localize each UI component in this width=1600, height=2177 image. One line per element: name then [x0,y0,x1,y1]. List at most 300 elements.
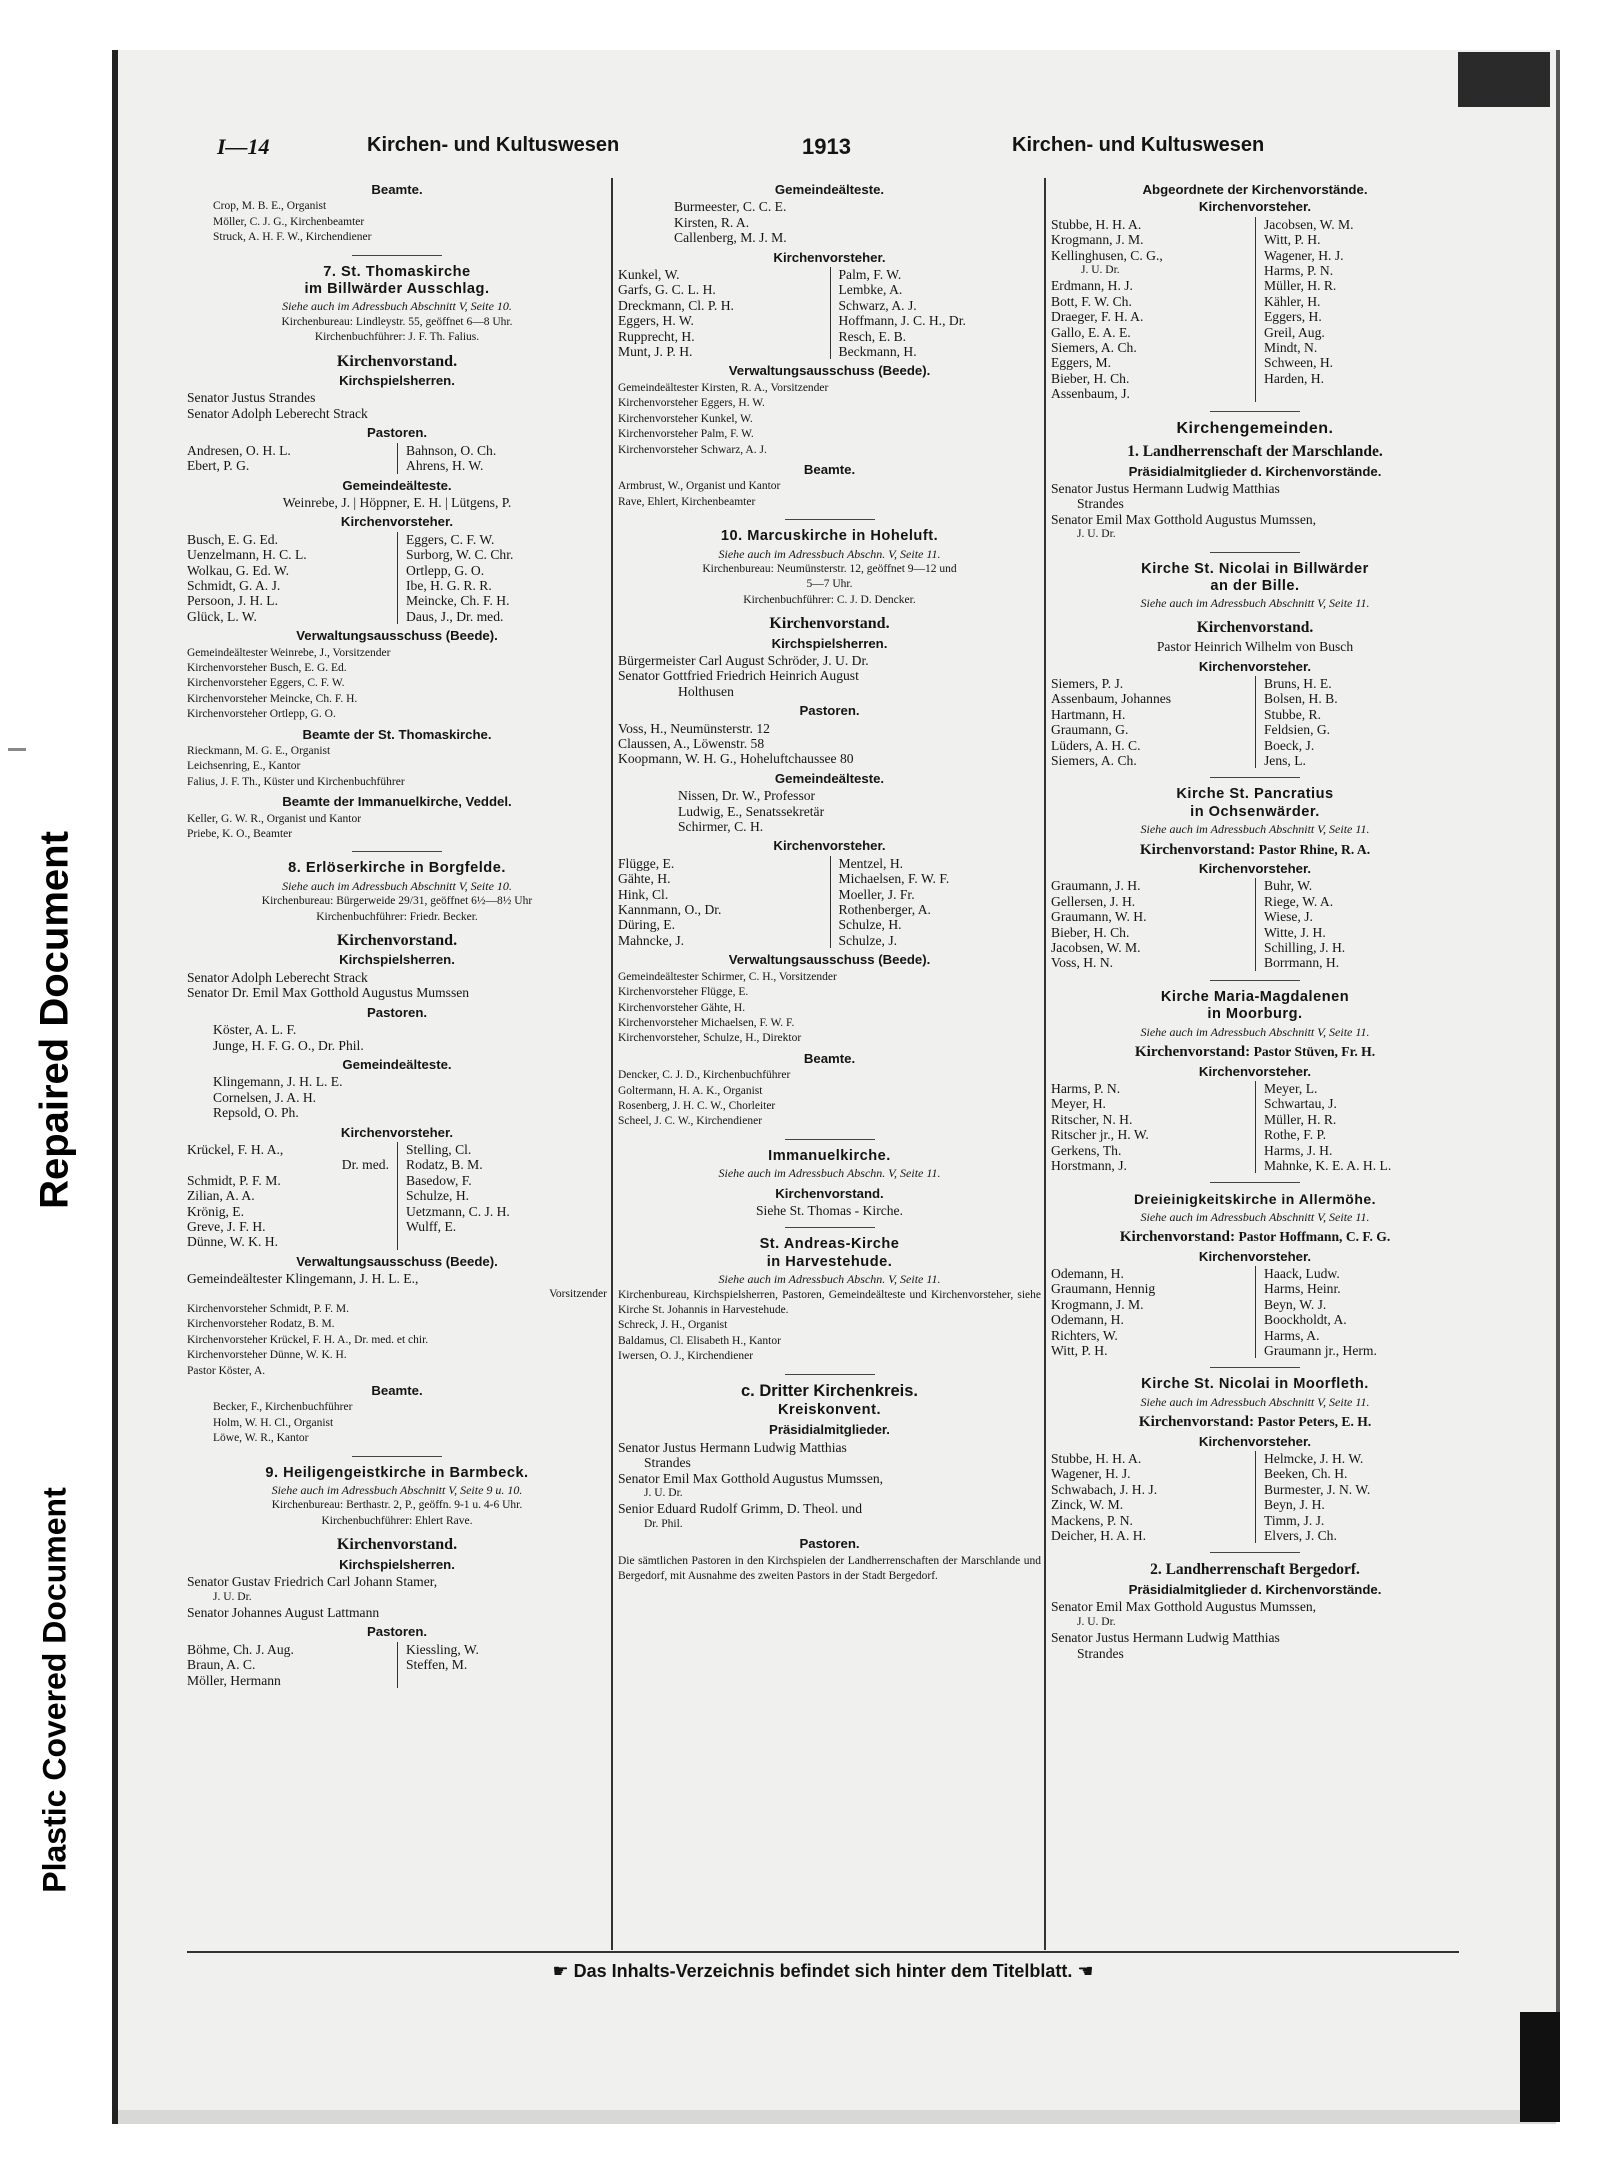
list-item: Senator Justus Hermann Ludwig Matthias [1051,1630,1280,1646]
list-item: Harms, Heinr. [1255,1281,1459,1296]
list-item: Graumann, W. H. [1051,909,1147,925]
list-item: Richters, W. [1051,1327,1118,1343]
list-item: Bieber, H. Ch. [1051,370,1130,386]
kirchenvorsteher-heading: Kirchenvorsteher. [773,249,886,265]
list-item: Harden, H. [1255,371,1459,386]
column-rule-1 [611,178,613,1950]
pastoren-heading: Pastoren. [366,1004,428,1020]
pastor-name: Pastor Peters, E. H. [1257,1414,1372,1430]
section-title: 8. Erlöserkirche in Borgfelde. [288,860,506,877]
list-item: Vorsitzender [549,1287,607,1300]
list-item: Rothenberger, A. [830,902,1042,917]
name-grid [1051,1451,1459,1543]
kirchenvorstand-heading: Kirchenvorstand. [336,932,458,950]
name-grid [1051,878,1459,970]
kirchenvorstand-label: Kirchenvorstand: [1134,1043,1251,1061]
list-item: Ibe, H. G. R. R. [397,578,607,593]
verwaltungsausschuss-heading: Verwaltungsausschuss (Beede). [728,363,931,379]
divider [785,1374,875,1375]
gemeindeaelteste-heading: Gemeindeälteste. [774,770,885,786]
kirchenvorsteher-heading: Kirchenvorsteher. [1198,1433,1312,1449]
list-item: Möller, C. J. G., Kirchenbeamter [213,215,365,228]
list-item: Koopmann, W. H. G., Hoheluftchaussee 80 [618,751,854,767]
list-item: Kannmann, O., Dr. [618,902,722,918]
list-item: Mackens, P. N. [1051,1512,1133,1528]
list-item: Gemeindeältester Weinrebe, J., Vorsitzender [187,646,391,659]
list-item: Wagener, H. J. [1255,248,1459,263]
list-item: Repsold, O. Ph. [213,1105,299,1121]
list-item: Stubbe, R. [1255,707,1459,722]
list-item: Haack, Ludw. [1255,1266,1459,1281]
section-title: in Moorburg. [1207,1006,1303,1023]
list-item: Gemeindeältester Klingemann, J. H. L. E., [187,1271,419,1287]
list-item: Lüders, A. H. C. [1051,737,1141,753]
bottom-rule [187,1951,1459,1953]
footer-note: ☛ Das Inhalts-Verzeichnis befindet sich hinter dem Titelblatt. ☚ [552,1961,1094,1981]
side-labels [0,0,110,2177]
list-item: Schirmer, C. H. [678,819,764,835]
list-item: Boeck, J. [1255,738,1459,753]
sheet-bottom-edge [112,2110,1556,2124]
list-item: Bolsen, H. B. [1255,691,1459,706]
pastoren-heading: Pastoren. [366,1624,428,1640]
gemeindeaelteste-heading: Gemeindeälteste. [774,182,885,197]
divider [352,255,442,256]
list-item: J. U. Dr. [1077,528,1116,541]
list-item: Schulze, H. [830,917,1042,932]
list-item: Voss, H., Neumünsterstr. 12 [618,720,770,736]
kirchenvorstand-label: Kirchenvorstand: [1119,1228,1236,1246]
beamte-heading: Beamte. [371,182,423,197]
section-title: in Harvestehude. [766,1253,893,1270]
list-item: Priebe, K. O., Beamter [187,828,293,841]
list-item: Rieckmann, M. G. E., Organist [187,745,331,757]
bureau-info: Kirchenbureau: Bürgerweide 29/31, geöffnet 6½—8½ Uhr [261,895,533,908]
list-item: Jens, L. [1255,753,1459,768]
divider [1210,411,1300,412]
list-item: Bürgermeister Carl August Schröder, J. U. Dr. [618,652,869,668]
list-item: J. U. Dr. [644,1487,683,1500]
list-item: Graumann, J. H. [1051,878,1141,894]
list-item: Assenbaum, Johannes [1051,691,1172,707]
list-item: Resch, E. B. [830,329,1042,344]
list-item: Eggers, C. F. W. [397,532,607,547]
verwaltungsausschuss-heading: Verwaltungsausschuss (Beede). [296,628,498,644]
divider [1210,1552,1300,1553]
divider [1210,1182,1300,1183]
name-grid [1051,676,1459,768]
section-title: im Billwärder Ausschlag. [304,281,490,298]
list-item: Siemers, P. J. [1051,675,1124,691]
list-item: Jacobsen, W. M. [1255,217,1459,232]
list-item: Senator Johannes August Lattmann [187,1604,380,1620]
list-item: Zilian, A. A. [187,1188,255,1204]
section-title: Kirche St. Nicolai in Moorfleth. [1141,1376,1369,1393]
kirchenvorstand-heading: Kirchenvorstand. [336,1536,458,1554]
list-item: Kirchenvorsteher Schwarz, A. J. [618,443,767,456]
running-head-right: Kirchen- und Kultuswesen [1012,134,1265,156]
divider [352,851,442,852]
list-item: Senator Adolph Leberecht Strack [187,405,368,421]
list-item: Gallo, E. A. E. [1051,324,1131,340]
kirchenvorsteher-heading: Kirchenvorsteher. [340,1124,454,1140]
list-item: Müller, H. R. [1255,278,1459,293]
side-dash-mark [8,748,26,751]
bureau-info: Kirchenbureau: Berthastr. 2, P., geöffn. 9-1 u. 4-6 Uhr. [271,1499,523,1512]
list-item: Strandes [644,1455,691,1471]
list-item: Dünne, W. K. H. [187,1234,279,1250]
list-item: Boockholdt, A. [1255,1312,1459,1327]
list-item: Odemann, H. [1051,1265,1124,1281]
reference-note: Siehe auch im Adressbuch Abschnitt V, Seite 11. [1140,596,1370,611]
list-item: Kirchenvorsteher Michaelsen, F. W. F. [618,1016,795,1029]
kirchenvorsteher-heading: Kirchenvorsteher. [340,514,454,530]
kirchenvorstand-heading: Kirchenvorstand. [1196,618,1314,636]
list-item: Krogmann, J. M. [1051,1296,1144,1312]
cross-reference: Siehe St. Thomas - Kirche. [756,1202,903,1218]
list-item: Graumann, G. [1051,722,1129,738]
beamte-list [187,199,607,245]
list-item: Strandes [1077,496,1124,512]
verwaltungsausschuss-heading: Verwaltungsausschuss (Beede). [296,1253,498,1269]
kirchenvorstand-heading: Kirchenvorstand. [775,1185,884,1201]
list-item: Michaelsen, F. W. F. [830,871,1042,886]
list-item: Buhr, W. [1255,878,1459,893]
list-item: Persoon, J. H. L. [187,593,279,609]
section-title: Kirche Maria-Magdalenen [1160,988,1350,1005]
list-item: Rupprecht, H. [618,328,695,344]
list-item: Stubbe, H. H. A. [1051,1451,1142,1467]
list-item: Senator Dr. Emil Max Gotthold Augustus Mumssen [187,985,470,1001]
list-item: Voss, H. N. [1051,955,1114,971]
list-item: Mahnke, K. E. A. H. L. [1255,1158,1459,1173]
section-title: 9. Heiligengeistkirche in Barmbeck. [265,1464,529,1481]
list-item: Meincke, Ch. F. H. [397,593,607,608]
bureau-info: Kirchenbureau: Neumünsterstr. 12, geöffnet 9—12 und [702,562,957,575]
list-item: Löwe, W. R., Kantor [213,1432,309,1445]
list-item: Hartmann, H. [1051,706,1126,722]
list-item: Graumann, Hennig [1051,1281,1156,1297]
list-item: Kirchenvorsteher Eggers, C. F. W. [187,677,345,690]
list-item: Kirchenvorsteher Palm, F. W. [618,428,754,441]
list-item: Krönig, E. [187,1203,245,1219]
list-item [397,1673,607,1688]
document-page [187,128,1459,1998]
section-title: Immanuelkirche. [768,1147,891,1164]
list-item: Meyer, L. [1255,1081,1459,1096]
name-grid [1051,1081,1459,1173]
divider [1210,552,1300,553]
kirchenvorsteher-heading: Kirchenvorsteher. [773,838,886,854]
plastic-covered-document-label: Plastic Covered Document [36,1487,73,1893]
reference-note: Siehe auch im Adressbuch Abschnitt V, Seite 11. [1140,1394,1370,1409]
list-item: Helmcke, J. H. W. [1255,1451,1459,1466]
column-2 [618,178,1041,1948]
beamte-immanuelkirche-heading: Beamte der Immanuelkirche, Veddel. [282,794,512,810]
list-item: Garfs, G. C. L. H. [618,282,716,298]
list-item: Greil, Aug. [1255,325,1459,340]
list-item: Kirchenvorsteher Schmidt, P. F. M. [187,1303,349,1315]
kirchenvorsteher-heading: Kirchenvorsteher. [1198,199,1312,215]
list-item: Daus, J., Dr. med. [397,609,607,624]
list-item: Cornelsen, J. A. H. [213,1089,317,1105]
list-item: Rodatz, B. M. [397,1157,607,1172]
name-grid [618,267,1041,359]
list-item: Siemers, A. Ch. [1051,753,1137,768]
list-item: Gerkens, Th. [1051,1142,1122,1158]
kirchspielsherren-heading: Kirchspielsherren. [339,373,455,389]
list-item: Krückel, F. H. A., [187,1141,284,1157]
list-item: J. U. Dr. [213,1590,252,1603]
section-title: Kirche St. Nicolai in Billwärder [1141,560,1369,577]
list-item: Rave, Ehlert, Kirchenbeamter [618,495,756,508]
list-item: Meyer, H. [1051,1096,1106,1112]
list-item: Kirchenvorsteher Busch, E. G. Ed. [187,661,347,674]
page-edge-tab [1458,52,1550,107]
list-item: Borrmann, H. [1255,955,1459,970]
list-item: Strandes [1077,1645,1124,1661]
paragraph: Die sämtlichen Pastoren in den Kirchspielen der Landherrenschaften der Marschlande und Bergedorf, mit Ausnahme des zweiten Pastors in der Stadt Bergedorf. [618,1554,1041,1583]
list-item: Holm, W. H. Cl., Organist [213,1416,334,1429]
list-item: Senator Emil Max Gotthold Augustus Mumssen, [1051,1599,1317,1615]
reference-note: Siehe auch im Adressbuch Abschn. V, Seite 11. [718,1272,941,1287]
list-item: Kirchenvorsteher Kunkel, W. [618,412,753,425]
page-number: I—14 [217,134,270,159]
list-item: Scheel, J. C. W., Kirchendiener [618,1115,763,1128]
list-item: Steffen, M. [397,1657,607,1672]
buchfuehrer-info: Kirchenbuchführer: J. F. Th. Falius. [314,331,480,344]
list-item: Becker, F., Kirchenbuchführer [213,1401,353,1414]
list-item: Goltermann, H. A. K., Organist [618,1084,763,1097]
list-item: Kähler, H. [1255,294,1459,309]
pastor-name: Pastor Hoffmann, C. F. G. [1238,1229,1391,1245]
list-item: Klingemann, J. H. L. E. [213,1074,343,1090]
list-item: Kirchenvorsteher Meincke, Ch. F. H. [187,692,358,705]
kirchenvorstand-label: Kirchenvorstand: [1139,840,1256,858]
repaired-document-label: Repaired Document [32,831,77,1209]
divider [1210,777,1300,778]
list-item: Ritscher, N. H. [1051,1111,1133,1127]
verwaltungsausschuss-heading: Verwaltungsausschuss (Beede). [728,952,931,968]
reference-note: Siehe auch im Adressbuch Abschn. V, Seite 11. [718,1166,941,1181]
list-item: Dr. Phil. [644,1517,683,1530]
list-item: Odemann, H. [1051,1312,1124,1328]
list-item: Senator Justus Hermann Ludwig Matthias [618,1439,847,1455]
kirchspielsherren-heading: Kirchspielsherren. [339,1556,455,1572]
list-item: Nissen, Dr. W., Professor [678,788,816,804]
divider [1210,980,1300,981]
praesidialmitglieder-heading: Präsidialmitglieder. [769,1422,890,1438]
kirchenvorsteher-heading: Kirchenvorsteher. [1198,1248,1312,1264]
list-item: Ritscher jr., H. W. [1051,1127,1149,1143]
kirchenvorsteher-heading: Kirchenvorsteher. [1198,1063,1312,1079]
list-item: Horstmann, J. [1051,1157,1127,1173]
list-item: Köster, A. L. F. [213,1022,297,1038]
list-item: Witte, J. H. [1255,925,1459,940]
kirchenvorstand-line [1051,1414,1459,1429]
list-item: Kirchenvorsteher Ortlepp, G. O. [187,708,336,721]
list-item: Crop, M. B. E., Organist [213,200,327,213]
section-title: an der Bille. [1210,577,1300,594]
list-item: Armbrust, W., Organist und Kantor [618,480,781,493]
list-item: Mindt, N. [1255,340,1459,355]
list-item: Böhme, Ch. J. Aug. [187,1641,294,1657]
list-item: Kellinghusen, C. G., [1051,247,1163,263]
reference-note: Siehe auch im Adressbuch Abschnitt V, Seite 9 u. 10. [271,1483,523,1498]
list-item: Wiese, J. [1255,909,1459,924]
list-item: Eggers, H. W. [618,313,694,329]
list-item: Graumann jr., Herm. [1255,1343,1459,1358]
running-head-year: 1913 [802,134,851,159]
name-grid [187,532,607,624]
beamte-thomaskirche-heading: Beamte der St. Thomaskirche. [302,726,492,742]
list-item: Kirchenvorsteher, Schulze, H., Direktor [618,1032,802,1045]
list-item: Senior Eduard Rudolf Grimm, D. Theol. und [618,1501,863,1517]
kreiskonvent-heading: Kreiskonvent. [777,1402,881,1419]
list-item: Harms, P. N. [1255,263,1459,278]
list-item: Beeken, Ch. H. [1255,1466,1459,1481]
pastor-name: Pastor Rhine, R. A. [1258,841,1371,857]
list-item: Erdmann, H. J. [1051,278,1133,294]
list-item: Schwartau, J. [1255,1096,1459,1111]
list-item: Draeger, F. H. A. [1051,309,1144,325]
list-item: Munt, J. P. H. [618,344,693,360]
list-item: Struck, A. H. F. W., Kirchendiener [213,231,372,244]
column-1 [187,178,607,1948]
list-item: Düring, E. [618,917,676,933]
list-item: Wulff, E. [397,1219,607,1234]
list-item: Eggers, M. [1051,355,1112,371]
list-item: Assenbaum, J. [1051,386,1130,402]
bureau-info-cont: 5—7 Uhr. [806,578,853,591]
buchfuehrer-info: Kirchenbuchführer: Friedr. Becker. [316,910,478,923]
list-item: Schilling, J. H. [1255,940,1459,955]
list-item: Senator Justus Strandes [187,390,316,406]
list-item: Palm, F. W. [830,267,1042,282]
list-item: Elvers, J. Ch. [1255,1528,1459,1543]
list-item: Gähte, H. [618,871,671,887]
list-item: Burmeester, C. C. E. [674,199,787,215]
list-item: Kirchenvorsteher Krückel, F. H. A., Dr. med. et chir. [187,1333,429,1346]
list-item: Hoffmann, J. C. H., Dr. [830,313,1042,328]
list-item: Andresen, O. H. L. [187,442,291,458]
list-item: Gemeindeältester Schirmer, C. H., Vorsitzender [618,970,837,983]
reference-note: Siehe auch im Adressbuch Abschnitt V, Seite 10. [282,299,512,314]
column-rule-2 [1044,178,1046,1950]
name-grid [187,1142,607,1250]
kirchenvorsteher-heading: Kirchenvorsteher. [1198,658,1312,674]
section-title: in Ochsenwärder. [1190,803,1320,820]
kirchenvorstand-label: Kirchenvorstand: [1138,1413,1255,1431]
pastoren-heading: Pastoren. [799,1536,860,1552]
section-title: Kirche St. Pancratius [1176,786,1334,803]
divider [785,1139,875,1140]
list-item: J. U. Dr. [1081,264,1120,277]
list-item: Harms, A. [1255,1328,1459,1343]
list-item: Ahrens, H. W. [397,458,607,473]
gemeindeaelteste-heading: Gemeindeälteste. [342,1056,452,1072]
list-item: Keller, G. W. R., Organist und Kantor [187,812,362,825]
list-item: Kirchenvorsteher Flügge, E. [618,986,749,999]
list-item: Siemers, A. Ch. [1051,340,1137,356]
list-item: Glück, L. W. [187,608,257,624]
divider [785,1227,875,1228]
list-item: Senator Adolph Leberecht Strack [187,969,368,985]
divider [785,519,875,520]
list-item: Uenzelmann, H. C. L. [187,547,307,563]
kirchenkreis-title: c. Dritter Kirchenkreis. [741,1381,918,1400]
list-item: Senator Gottfried Friedrich Heinrich August [618,668,859,684]
list-item: Ortlepp, G. O. [397,563,607,578]
kirchenvorstand-heading: Kirchenvorstand. [769,615,890,633]
list-item: Holthusen [678,683,734,699]
list-item: Ludwig, E., Senatssekretär [678,803,825,819]
list-item: Uetzmann, C. J. H. [397,1204,607,1219]
buchfuehrer-info: Kirchenbuchführer: C. J. D. Dencker. [743,593,916,606]
list-item: Baldamus, Cl. Elisabeth H., Kantor [618,1334,781,1347]
list-item: Burmester, J. N. W. [1255,1482,1459,1497]
section-title: Dreieinigkeitskirche in Allermöhe. [1133,1191,1377,1208]
list-item: Rothe, F. P. [1255,1127,1459,1142]
praesidialmitglieder-heading: Präsidialmitglieder d. Kirchenvorstände. [1128,463,1382,479]
list-item: Senator Gustav Friedrich Carl Johann Stamer, [187,1574,438,1590]
list-item: Feldsien, G. [1255,722,1459,737]
list-item: Wagener, H. J. [1051,1466,1131,1482]
list-item: Harms, P. N. [1051,1080,1121,1096]
list-item: Leichsenring, E., Kantor [187,760,301,773]
list-item: Gellersen, J. H. [1051,893,1136,909]
list-item: Lembke, A. [830,282,1042,297]
list-item: Senator Emil Max Gotthold Augustus Mumssen, [1051,511,1317,527]
list-item: Kirchenvorsteher Rodatz, B. M. [187,1318,335,1331]
section-title: 7. St. Thomaskirche [323,263,471,280]
list-item: Flügge, E. [618,855,675,871]
gemeindeaelteste-heading: Gemeindeälteste. [342,477,452,493]
list-item: Bruns, H. E. [1255,676,1459,691]
name-grid [187,443,607,474]
bureau-info: Kirchenbureau: Lindleystr. 55, geöffnet 6—8 Uhr. [281,315,513,328]
kirchenvorstand-line [1051,1229,1459,1244]
list-item: Schreck, J. H., Organist [618,1319,728,1332]
list-item: Timm, J. J. [1255,1513,1459,1528]
column-3 [1051,178,1459,1948]
list-item: Bahnson, O. Ch. [397,443,607,458]
list-item: Krogmann, J. M. [1051,232,1144,248]
list-item: Kirchenvorsteher Dünne, W. K. H. [187,1349,347,1362]
landherrenschaft-title: 1. Landherrenschaft der Marschlande. [1127,443,1383,461]
list-item: Schwabach, J. H. J. [1051,1481,1158,1497]
list-item: Busch, E. G. Ed. [187,531,278,547]
list-item: Schulze, J. [830,933,1042,948]
list-item: Mentzel, H. [830,856,1042,871]
kirchenvorsteher-heading: Kirchenvorsteher. [1198,861,1312,877]
list-item: Iwersen, O. J., Kirchendiener [618,1350,754,1363]
list-item: Senator Justus Hermann Ludwig Matthias [1051,480,1280,496]
list-item: Weinrebe, J. | Höppner, E. H. | Lütgens, P. [282,494,512,510]
kirchenvorstand-line [1051,842,1459,857]
divider [352,1456,442,1457]
kirchspielsherren-heading: Kirchspielsherren. [771,635,888,651]
list-item: Rosenberg, J. H. C. W., Chorleiter [618,1099,776,1112]
list-item: Dr. med. [341,1157,389,1173]
list-item: Mahncke, J. [618,932,685,948]
list-item [1255,386,1459,401]
list-item: Braun, A. C. [187,1657,256,1673]
landherrenschaft-title: 2. Landherrenschaft Bergedorf. [1150,1561,1360,1579]
beamte-heading: Beamte. [371,1383,423,1399]
list-item: Schmidt, G. A. J. [187,577,281,593]
list-item: Hink, Cl. [618,886,669,902]
